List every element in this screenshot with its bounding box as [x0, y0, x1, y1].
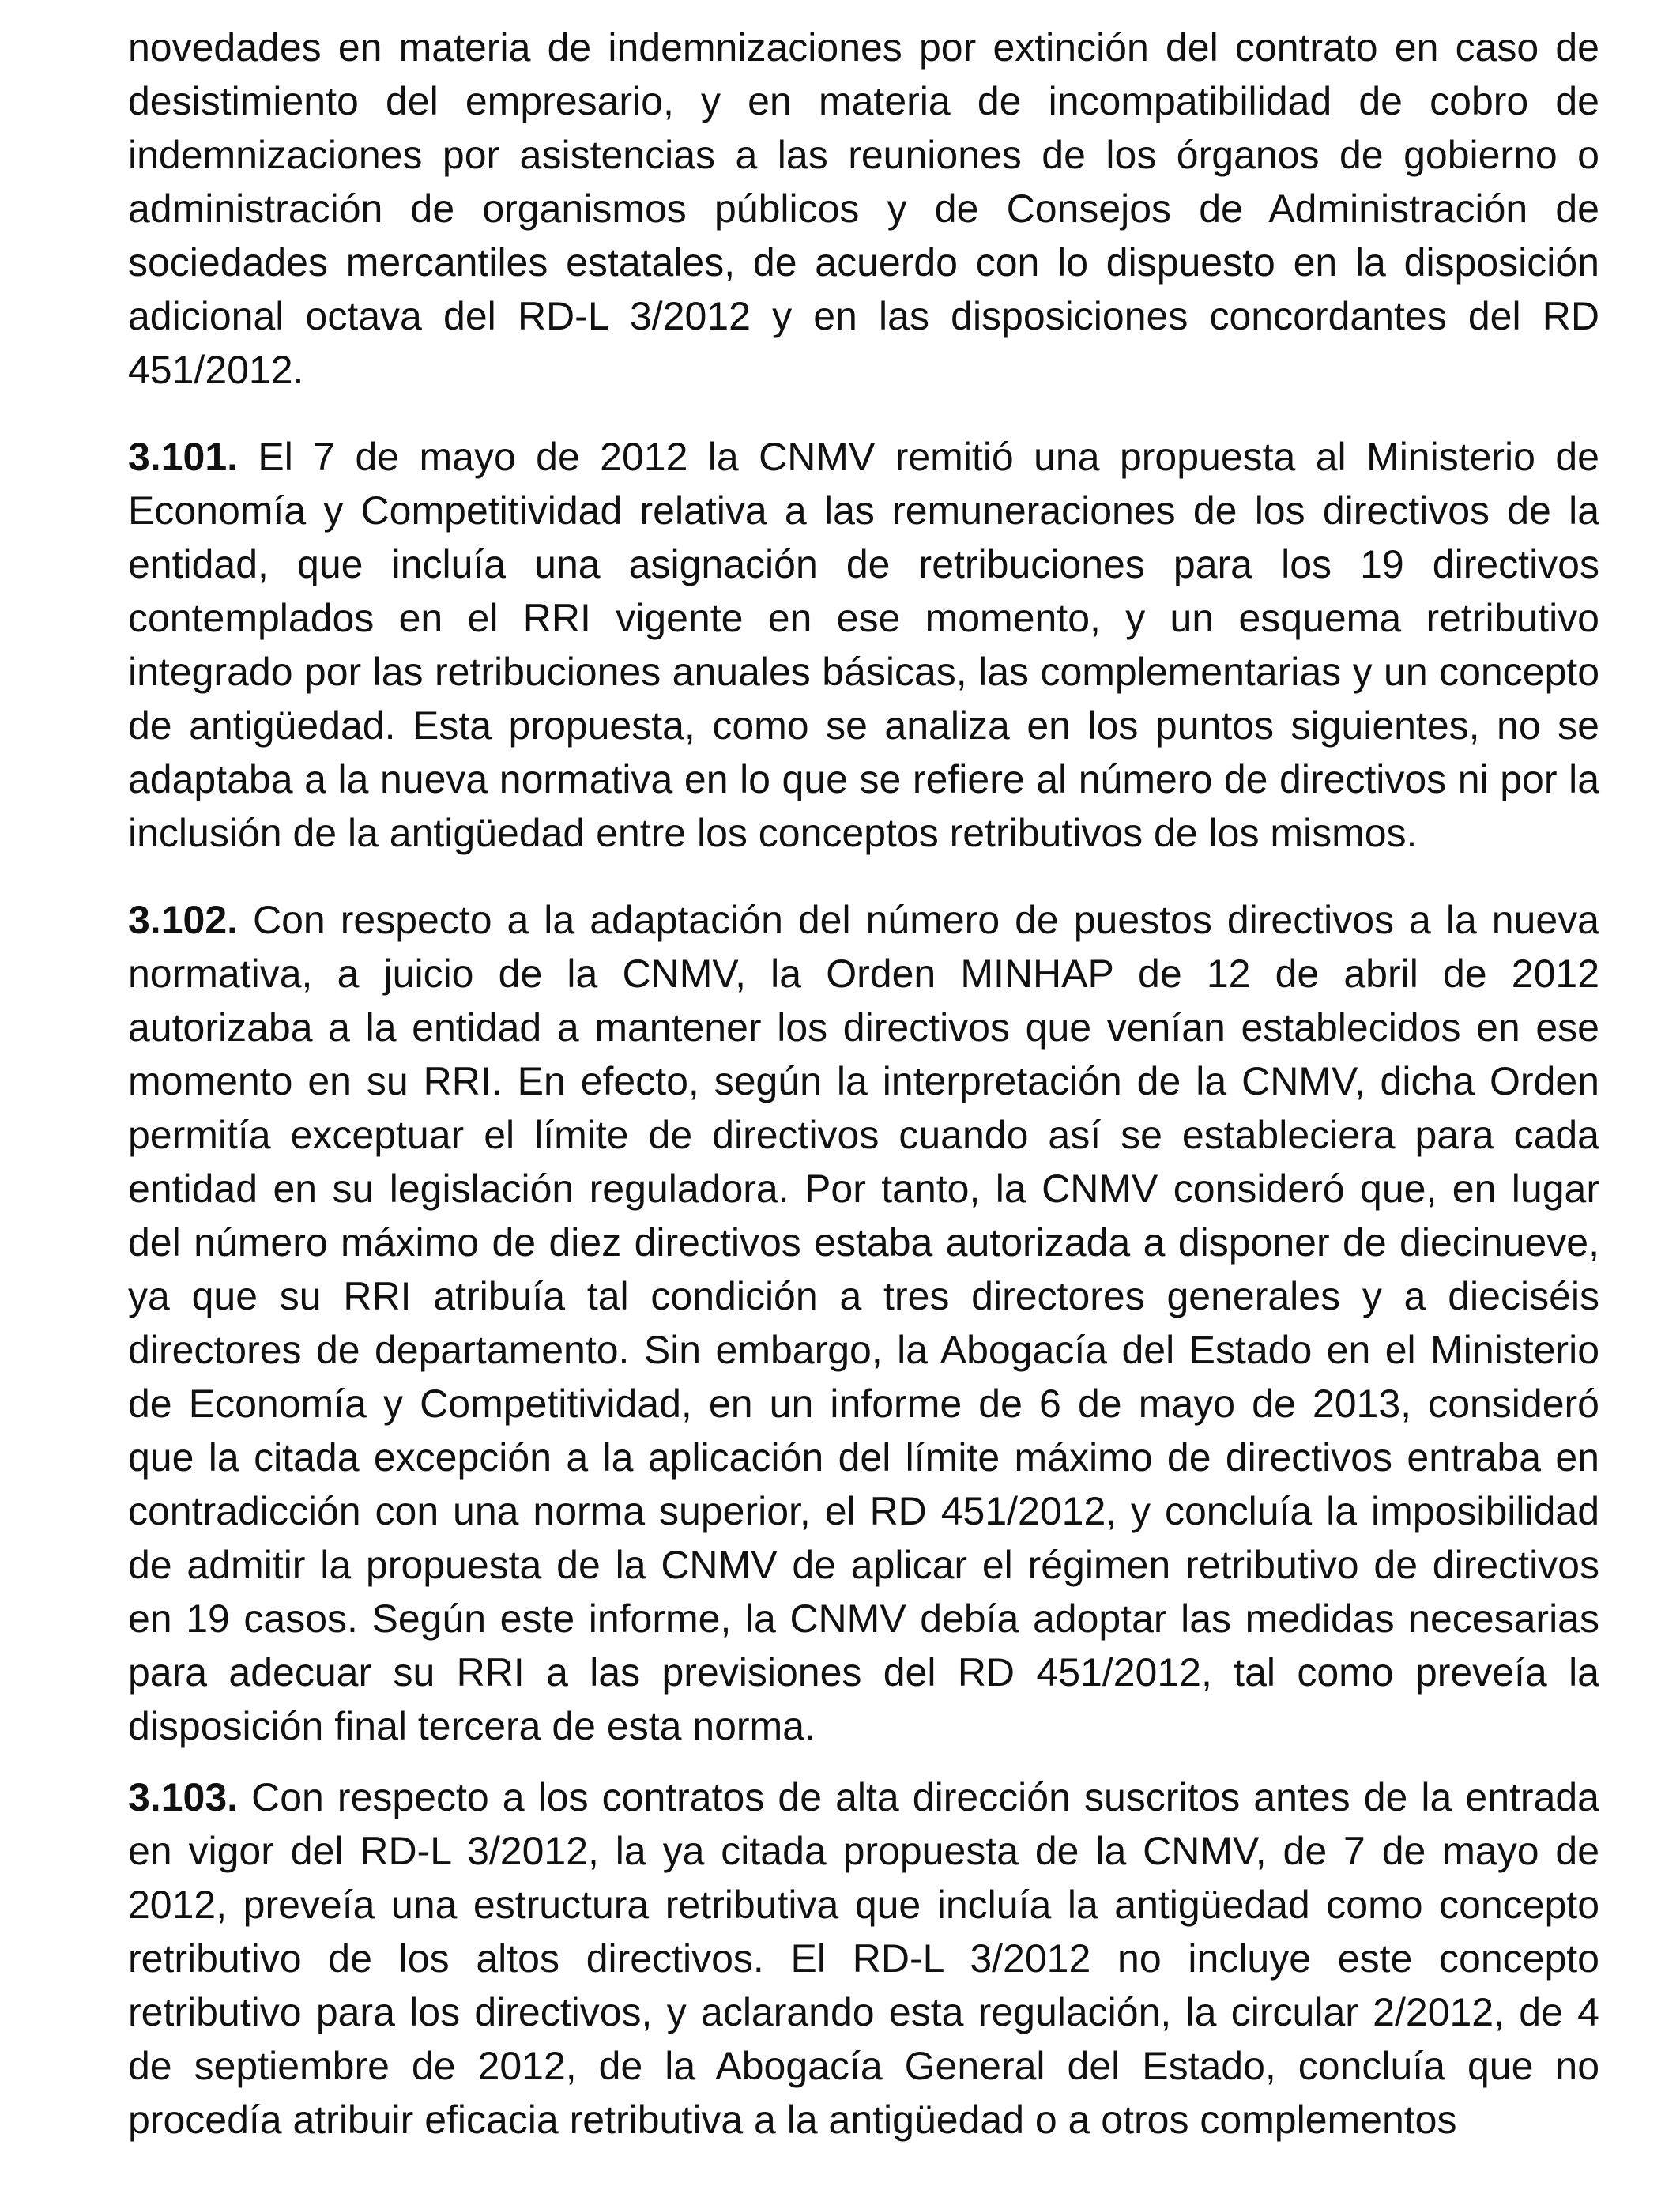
paragraph-continuation — [128, 21, 1599, 397]
paragraph-3-103 — [128, 1770, 1599, 2147]
paragraph-number: 3.103. — [128, 1775, 239, 1819]
paragraph-text: Con respecto a los contratos de alta dirección suscritos antes de la entrada en vigor del RD-L 3/2012, la ya citada propuesta de la CNMV, de 7 de mayo de 2012, preveía una estructura retributiva que incluía la antigüedad como concepto retributivo de los altos directivos. El RD-L 3/2012 no incluye este concepto retributivo para los directivos, y aclarando esta regulación, la circular 2/2012, de 4 de septiembre de 2012, de la Abogacía General del Estado, concluía que no procedía atribuir eficacia retributiva a la antigüedad o a otros complementos — [128, 1775, 1599, 2142]
paragraph-number: 3.101. — [128, 435, 239, 479]
paragraph-text: novedades en materia de indemnizaciones por extinción del contrato en caso de desistimiento del empresario, y en materia de incompatibilidad de cobro de indemnizaciones por asistencias a las reuniones de los órganos de gobierno o administración de organismos públicos y de Consejos de Administración de sociedades mercantiles estatales, de acuerdo con lo dispuesto en la disposición adicional octava del RD-L 3/2012 y en las disposiciones concordantes del RD 451/2012. — [128, 25, 1599, 392]
document-page — [128, 21, 1599, 2147]
paragraph-number: 3.102. — [128, 898, 239, 942]
paragraph-3-102 — [128, 893, 1599, 1753]
paragraph-text: Con respecto a la adaptación del número de puestos directivos a la nueva normativa, a juicio de la CNMV, la Orden MINHAP de 12 de abril de 2012 autorizaba a la entidad a mantener los directivos que venían establecidos en ese momento en su RRI. En efecto, según la interpretación de la CNMV, dicha Orden permitía exceptuar el límite de directivos cuando así se estableciera para cada entidad en su legislación reguladora. Por tanto, la CNMV consideró que, en lugar del número máximo de diez directivos estaba autorizada a disponer de diecinueve, ya que su RRI atribuía tal condición a tres directores generales y a dieciséis directores de departamento. Sin embargo, la Abogacía del Estado en el Ministerio de Economía y Competitividad, en un informe de 6 de mayo de 2013, consideró que la citada excepción a la aplicación del límite máximo de directivos entraba en contradicción con una norma superior, el RD 451/2012, y concluía la imposibilidad de admitir la propuesta de la CNMV de aplicar el régimen retributivo de directivos en 19 casos. Según este informe, la CNMV debía adoptar las medidas necesarias para adecuar su RRI a las previsiones del RD 451/2012, tal como preveía la disposición final tercera de esta norma. — [128, 898, 1599, 1748]
paragraph-text: El 7 de mayo de 2012 la CNMV remitió una propuesta al Ministerio de Economía y Competitividad relativa a las remuneraciones de los directivos de la entidad, que incluía una asignación de retribuciones para los 19 directivos contemplados en el RRI vigente en ese momento, y un esquema retributivo integrado por las retribuciones anuales básicas, las complementarias y un concepto de antigüedad. Esta propuesta, como se analiza en los puntos siguientes, no se adaptaba a la nueva normativa en lo que se refiere al número de directivos ni por la inclusión de la antigüedad entre los conceptos retributivos de los mismos. — [128, 435, 1599, 855]
paragraph-3-101 — [128, 430, 1599, 860]
